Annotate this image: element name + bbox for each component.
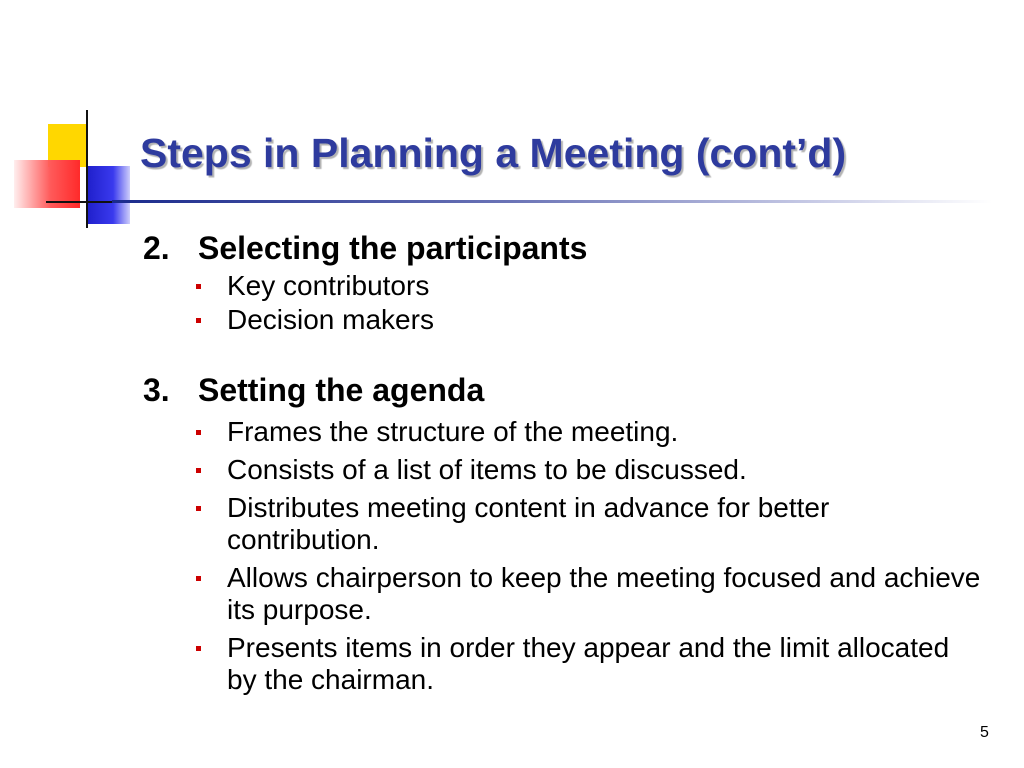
bullet-square-icon	[196, 430, 201, 435]
title-underline-rule	[112, 200, 992, 203]
list-item	[227, 270, 983, 302]
section-number: 2.	[143, 230, 170, 266]
bullet-square-icon	[196, 576, 201, 581]
list-item-text: Key contributors	[227, 270, 430, 301]
bullet-list	[143, 416, 983, 696]
list-item-text: Decision makers	[227, 304, 434, 335]
decorative-logo-block	[0, 0, 180, 240]
section-number: 3.	[143, 372, 170, 408]
list-item	[227, 492, 983, 556]
bullet-list	[143, 270, 983, 336]
bullet-square-icon	[196, 506, 201, 511]
list-item-text: Distributes meeting content in advance for better contribution.	[227, 492, 830, 555]
vertical-line	[86, 110, 88, 228]
page-number: 5	[980, 724, 989, 741]
bullet-square-icon	[196, 284, 201, 289]
bullet-square-icon	[196, 318, 201, 323]
section-selecting-participants	[143, 228, 983, 336]
list-item-text: Consists of a list of items to be discussed.	[227, 454, 747, 485]
section-heading	[143, 228, 983, 268]
slide-content	[143, 228, 983, 696]
section-setting-agenda	[143, 370, 983, 696]
blue-square	[88, 166, 130, 224]
list-item	[227, 454, 983, 486]
bullet-square-icon	[196, 646, 201, 651]
list-item-text: Allows chairperson to keep the meeting focused and achieve its purpose.	[227, 562, 981, 625]
list-item	[227, 416, 983, 448]
section-heading-text: Setting the agenda	[198, 372, 485, 408]
bullet-square-icon	[196, 468, 201, 473]
section-heading	[143, 370, 983, 410]
list-item-text: Presents items in order they appear and the limit allocated by the chairman.	[227, 632, 950, 695]
section-heading-text: Selecting the participants	[198, 230, 588, 266]
list-item	[227, 562, 983, 626]
list-item	[227, 304, 983, 336]
list-item-text: Frames the structure of the meeting.	[227, 416, 679, 447]
slide-title: Steps in Planning a Meeting (cont’d)	[140, 130, 847, 176]
list-item	[227, 632, 983, 696]
